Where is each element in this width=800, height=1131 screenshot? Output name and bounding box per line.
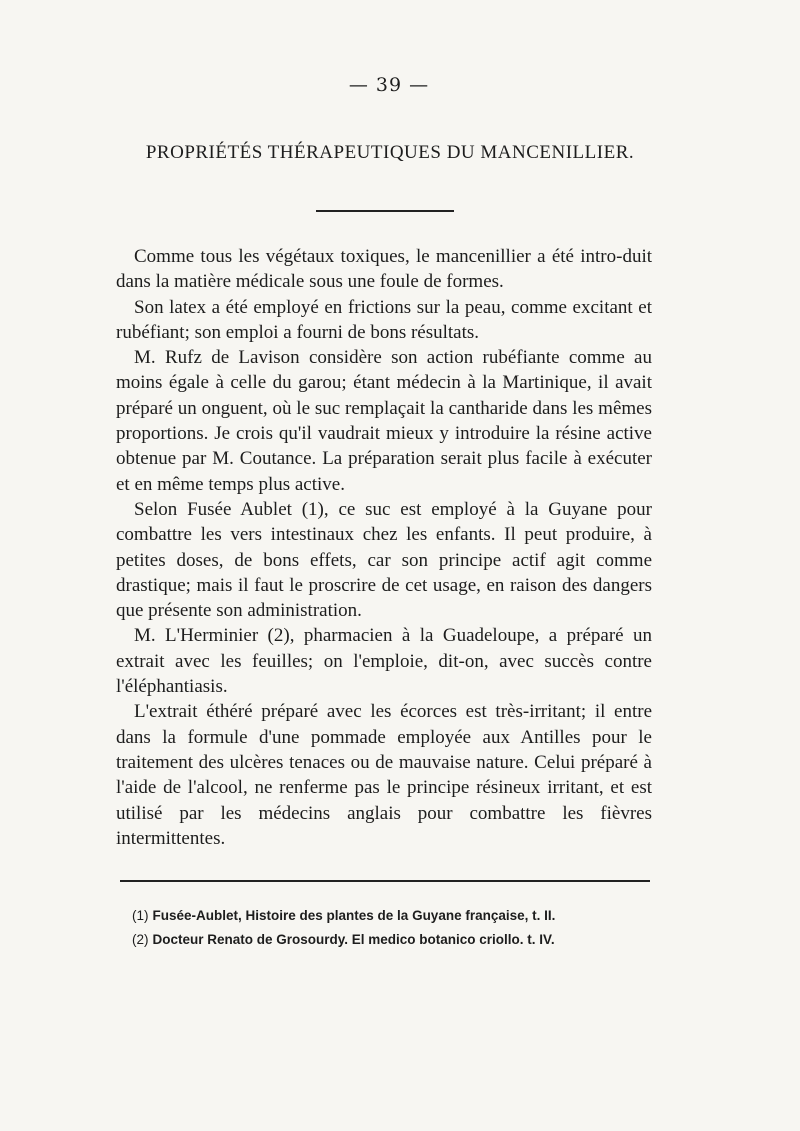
title-divider [316, 210, 454, 212]
paragraph: Son latex a été employé en frictions sur la peau, comme excitant et rubéfiant; son emploi a fourni de bons résultats. [116, 296, 652, 343]
footnote [132, 928, 652, 952]
paragraph: Comme tous les végétaux toxiques, le mancenillier a été intro-duit dans la matière médicale sous une foule de formes. [116, 246, 652, 293]
footnote-text: Docteur Renato de Grosourdy. El medico botanico criollo. t. IV. [152, 932, 555, 947]
page-number: — 39 — [348, 74, 430, 96]
footnote-marker: (1) [132, 908, 149, 923]
footnote-text: Fusée-Aublet, Histoire des plantes de la Guyane française, t. II. [152, 908, 556, 923]
footnote [132, 904, 652, 928]
body-text [116, 244, 652, 851]
paragraph: M. L'Herminier (2), pharmacien à la Guadeloupe, a préparé un extrait avec les feuilles; on l'emploie, dit-on, avec succès contre l'éléphantiasis. [116, 625, 652, 698]
paragraph: L'extrait éthéré préparé avec les écorces est très-irritant; il entre dans la formule d'une pommade employée aux Antilles pour le traitement des ulcères tenaces ou de mauvaise nature. Celui préparé à l'aide de l'alcool, ne renferme pas le principe résineux irritant, et est utilisé par les médecins anglais pour combattre les fièvres intermittentes. [116, 701, 652, 849]
section-title: PROPRIÉTÉS THÉRAPEUTIQUES DU MANCENILLIER. [145, 142, 635, 163]
footnotes [132, 904, 652, 952]
footnote-divider [120, 880, 650, 882]
paragraph: M. Rufz de Lavison considère son action rubéfiante comme au moins égale à celle du garou; étant médecin à la Martinique, il avait préparé un onguent, où le suc remplaçait la cantharide dans les mêmes proportions. Je crois qu'il vaudrait mieux y introduire la résine active obtenue par M. Coutance. La préparation serait plus facile à exécuter et en même temps plus active. [116, 347, 652, 495]
paragraph: Selon Fusée Aublet (1), ce suc est employé à la Guyane pour combattre les vers intestinaux chez les enfants. Il peut produire, à petites doses, de bons effets, car son principe actif agit comme drastique; mais il faut le proscrire de cet usage, en raison des dangers que présente son administration. [116, 498, 652, 622]
footnote-marker: (2) [132, 932, 149, 947]
